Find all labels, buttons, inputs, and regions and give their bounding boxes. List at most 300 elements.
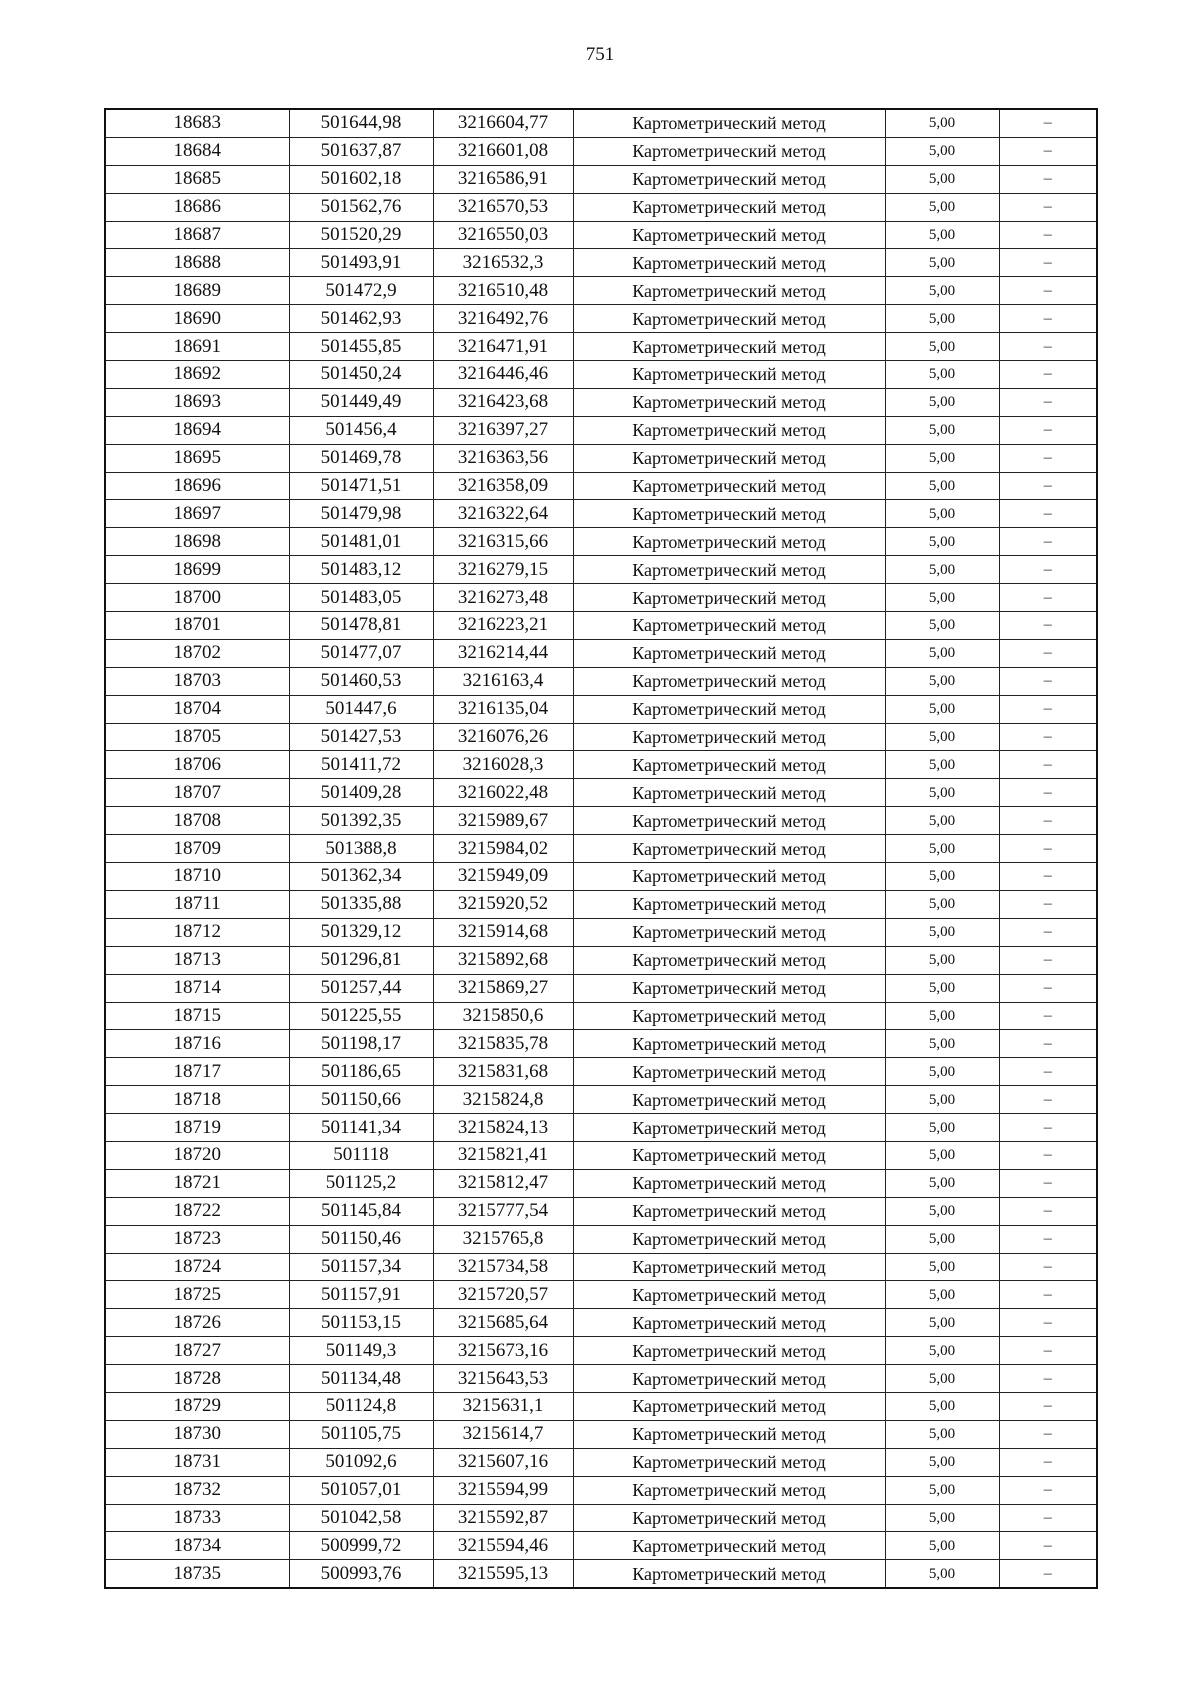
x-coordinate-cell: 501225,55 (289, 1002, 433, 1030)
table-row (105, 974, 1097, 1002)
accuracy-cell: 5,00 (885, 1281, 999, 1309)
point-number-cell: 18692 (105, 361, 289, 389)
note-cell: – (999, 1420, 1097, 1448)
x-coordinate-cell: 501450,24 (289, 361, 433, 389)
x-coordinate-cell: 500993,76 (289, 1560, 433, 1588)
note-cell: – (999, 639, 1097, 667)
point-number-cell: 18712 (105, 918, 289, 946)
table-row (105, 333, 1097, 361)
y-coordinate-cell: 3215720,57 (433, 1281, 573, 1309)
note-cell: – (999, 584, 1097, 612)
method-cell: Картометрический метод (573, 1365, 885, 1393)
table-row (105, 612, 1097, 640)
accuracy-cell: 5,00 (885, 974, 999, 1002)
y-coordinate-cell: 3215734,58 (433, 1253, 573, 1281)
y-coordinate-cell: 3215594,99 (433, 1476, 573, 1504)
note-cell: – (999, 333, 1097, 361)
y-coordinate-cell: 3216510,48 (433, 277, 573, 305)
point-number-cell: 18699 (105, 556, 289, 584)
method-cell: Картометрический метод (573, 1225, 885, 1253)
x-coordinate-cell: 501388,8 (289, 835, 433, 863)
y-coordinate-cell: 3216273,48 (433, 584, 573, 612)
x-coordinate-cell: 501134,48 (289, 1365, 433, 1393)
table-row (105, 1141, 1097, 1169)
method-cell: Картометрический метод (573, 1058, 885, 1086)
x-coordinate-cell: 501392,35 (289, 807, 433, 835)
x-coordinate-cell: 501637,87 (289, 137, 433, 165)
note-cell: – (999, 416, 1097, 444)
method-cell: Картометрический метод (573, 639, 885, 667)
point-number-cell: 18701 (105, 612, 289, 640)
table-row (105, 1253, 1097, 1281)
point-number-cell: 18714 (105, 974, 289, 1002)
accuracy-cell: 5,00 (885, 1169, 999, 1197)
table-row (105, 1086, 1097, 1114)
y-coordinate-cell: 3215812,47 (433, 1169, 573, 1197)
note-cell: – (999, 1560, 1097, 1588)
accuracy-cell: 5,00 (885, 221, 999, 249)
method-cell: Картометрический метод (573, 1420, 885, 1448)
note-cell: – (999, 723, 1097, 751)
x-coordinate-cell: 501462,93 (289, 305, 433, 333)
table-row (105, 807, 1097, 835)
x-coordinate-cell: 501460,53 (289, 667, 433, 695)
table-row (105, 249, 1097, 277)
point-number-cell: 18718 (105, 1086, 289, 1114)
method-cell: Картометрический метод (573, 1560, 885, 1588)
note-cell: – (999, 137, 1097, 165)
method-cell: Картометрический метод (573, 556, 885, 584)
table-row (105, 779, 1097, 807)
accuracy-cell: 5,00 (885, 444, 999, 472)
table-row (105, 890, 1097, 918)
accuracy-cell: 5,00 (885, 612, 999, 640)
x-coordinate-cell: 501520,29 (289, 221, 433, 249)
method-cell: Картометрический метод (573, 1448, 885, 1476)
accuracy-cell: 5,00 (885, 1114, 999, 1142)
y-coordinate-cell: 3215892,68 (433, 946, 573, 974)
method-cell: Картометрический метод (573, 1392, 885, 1420)
point-number-cell: 18731 (105, 1448, 289, 1476)
y-coordinate-cell: 3216028,3 (433, 751, 573, 779)
note-cell: – (999, 974, 1097, 1002)
table-row (105, 751, 1097, 779)
method-cell: Картометрический метод (573, 444, 885, 472)
point-number-cell: 18694 (105, 416, 289, 444)
note-cell: – (999, 1058, 1097, 1086)
x-coordinate-cell: 501427,53 (289, 723, 433, 751)
method-cell: Картометрический метод (573, 221, 885, 249)
point-number-cell: 18721 (105, 1169, 289, 1197)
point-number-cell: 18687 (105, 221, 289, 249)
note-cell: – (999, 612, 1097, 640)
y-coordinate-cell: 3216423,68 (433, 388, 573, 416)
method-cell: Картометрический метод (573, 165, 885, 193)
method-cell: Картометрический метод (573, 779, 885, 807)
note-cell: – (999, 835, 1097, 863)
method-cell: Картометрический метод (573, 1532, 885, 1560)
x-coordinate-cell: 501153,15 (289, 1309, 433, 1337)
table-row (105, 1476, 1097, 1504)
point-number-cell: 18685 (105, 165, 289, 193)
table-row (105, 1058, 1097, 1086)
x-coordinate-cell: 501562,76 (289, 193, 433, 221)
accuracy-cell: 5,00 (885, 1086, 999, 1114)
y-coordinate-cell: 3215595,13 (433, 1560, 573, 1588)
y-coordinate-cell: 3216358,09 (433, 472, 573, 500)
note-cell: – (999, 305, 1097, 333)
y-coordinate-cell: 3216163,4 (433, 667, 573, 695)
point-number-cell: 18702 (105, 639, 289, 667)
x-coordinate-cell: 501118 (289, 1141, 433, 1169)
table-row (105, 193, 1097, 221)
accuracy-cell: 5,00 (885, 1030, 999, 1058)
table-row (105, 723, 1097, 751)
accuracy-cell: 5,00 (885, 1448, 999, 1476)
method-cell: Картометрический метод (573, 1337, 885, 1365)
note-cell: – (999, 1169, 1097, 1197)
point-number-cell: 18704 (105, 695, 289, 723)
method-cell: Картометрический метод (573, 361, 885, 389)
accuracy-cell: 5,00 (885, 1141, 999, 1169)
x-coordinate-cell: 501092,6 (289, 1448, 433, 1476)
method-cell: Картометрический метод (573, 946, 885, 974)
accuracy-cell: 5,00 (885, 835, 999, 863)
x-coordinate-cell: 501644,98 (289, 109, 433, 137)
accuracy-cell: 5,00 (885, 1420, 999, 1448)
accuracy-cell: 5,00 (885, 1002, 999, 1030)
x-coordinate-cell: 501157,91 (289, 1281, 433, 1309)
method-cell: Картометрический метод (573, 974, 885, 1002)
y-coordinate-cell: 3216601,08 (433, 137, 573, 165)
note-cell: – (999, 472, 1097, 500)
table-row (105, 1504, 1097, 1532)
x-coordinate-cell: 501469,78 (289, 444, 433, 472)
y-coordinate-cell: 3215643,53 (433, 1365, 573, 1393)
method-cell: Картометрический метод (573, 137, 885, 165)
method-cell: Картометрический метод (573, 472, 885, 500)
accuracy-cell: 5,00 (885, 695, 999, 723)
point-number-cell: 18722 (105, 1197, 289, 1225)
point-number-cell: 18719 (105, 1114, 289, 1142)
method-cell: Картометрический метод (573, 305, 885, 333)
y-coordinate-cell: 3216604,77 (433, 109, 573, 137)
point-number-cell: 18711 (105, 890, 289, 918)
note-cell: – (999, 1392, 1097, 1420)
note-cell: – (999, 807, 1097, 835)
point-number-cell: 18726 (105, 1309, 289, 1337)
table-row (105, 918, 1097, 946)
table-row (105, 472, 1097, 500)
accuracy-cell: 5,00 (885, 890, 999, 918)
x-coordinate-cell: 501145,84 (289, 1197, 433, 1225)
method-cell: Картометрический метод (573, 109, 885, 137)
y-coordinate-cell: 3215631,1 (433, 1392, 573, 1420)
y-coordinate-cell: 3216076,26 (433, 723, 573, 751)
x-coordinate-cell: 501149,3 (289, 1337, 433, 1365)
y-coordinate-cell: 3215835,78 (433, 1030, 573, 1058)
note-cell: – (999, 500, 1097, 528)
x-coordinate-cell: 501493,91 (289, 249, 433, 277)
note-cell: – (999, 918, 1097, 946)
accuracy-cell: 5,00 (885, 193, 999, 221)
method-cell: Картометрический метод (573, 584, 885, 612)
accuracy-cell: 5,00 (885, 388, 999, 416)
x-coordinate-cell: 501409,28 (289, 779, 433, 807)
y-coordinate-cell: 3216322,64 (433, 500, 573, 528)
note-cell: – (999, 444, 1097, 472)
accuracy-cell: 5,00 (885, 109, 999, 137)
method-cell: Картометрический метод (573, 1002, 885, 1030)
x-coordinate-cell: 501042,58 (289, 1504, 433, 1532)
accuracy-cell: 5,00 (885, 1504, 999, 1532)
note-cell: – (999, 109, 1097, 137)
y-coordinate-cell: 3216586,91 (433, 165, 573, 193)
point-number-cell: 18688 (105, 249, 289, 277)
table-row (105, 137, 1097, 165)
y-coordinate-cell: 3215673,16 (433, 1337, 573, 1365)
table-row (105, 1392, 1097, 1420)
x-coordinate-cell: 501257,44 (289, 974, 433, 1002)
method-cell: Картометрический метод (573, 695, 885, 723)
accuracy-cell: 5,00 (885, 863, 999, 891)
y-coordinate-cell: 3216022,48 (433, 779, 573, 807)
method-cell: Картометрический метод (573, 918, 885, 946)
table-row (105, 444, 1097, 472)
table-row (105, 584, 1097, 612)
y-coordinate-cell: 3215850,6 (433, 1002, 573, 1030)
note-cell: – (999, 1141, 1097, 1169)
note-cell: – (999, 751, 1097, 779)
method-cell: Картометрический метод (573, 612, 885, 640)
note-cell: – (999, 779, 1097, 807)
note-cell: – (999, 1476, 1097, 1504)
y-coordinate-cell: 3215777,54 (433, 1197, 573, 1225)
y-coordinate-cell: 3216223,21 (433, 612, 573, 640)
accuracy-cell: 5,00 (885, 723, 999, 751)
point-number-cell: 18686 (105, 193, 289, 221)
table-row (105, 165, 1097, 193)
x-coordinate-cell: 501472,9 (289, 277, 433, 305)
point-number-cell: 18727 (105, 1337, 289, 1365)
x-coordinate-cell: 501447,6 (289, 695, 433, 723)
x-coordinate-cell: 501150,46 (289, 1225, 433, 1253)
y-coordinate-cell: 3216492,76 (433, 305, 573, 333)
note-cell: – (999, 1504, 1097, 1532)
point-number-cell: 18735 (105, 1560, 289, 1588)
method-cell: Картометрический метод (573, 1086, 885, 1114)
method-cell: Картометрический метод (573, 193, 885, 221)
y-coordinate-cell: 3215831,68 (433, 1058, 573, 1086)
table-row (105, 1281, 1097, 1309)
note-cell: – (999, 249, 1097, 277)
table-row (105, 1365, 1097, 1393)
note-cell: – (999, 1197, 1097, 1225)
point-number-cell: 18713 (105, 946, 289, 974)
y-coordinate-cell: 3216363,56 (433, 444, 573, 472)
accuracy-cell: 5,00 (885, 1197, 999, 1225)
y-coordinate-cell: 3216135,04 (433, 695, 573, 723)
x-coordinate-cell: 501157,34 (289, 1253, 433, 1281)
point-number-cell: 18732 (105, 1476, 289, 1504)
accuracy-cell: 5,00 (885, 472, 999, 500)
note-cell: – (999, 193, 1097, 221)
x-coordinate-cell: 501362,34 (289, 863, 433, 891)
point-number-cell: 18705 (105, 723, 289, 751)
y-coordinate-cell: 3215821,41 (433, 1141, 573, 1169)
method-cell: Картометрический метод (573, 1030, 885, 1058)
y-coordinate-cell: 3216214,44 (433, 639, 573, 667)
table-row (105, 695, 1097, 723)
note-cell: – (999, 667, 1097, 695)
y-coordinate-cell: 3215984,02 (433, 835, 573, 863)
accuracy-cell: 5,00 (885, 528, 999, 556)
y-coordinate-cell: 3216397,27 (433, 416, 573, 444)
y-coordinate-cell: 3216471,91 (433, 333, 573, 361)
note-cell: – (999, 361, 1097, 389)
accuracy-cell: 5,00 (885, 165, 999, 193)
method-cell: Картометрический метод (573, 500, 885, 528)
accuracy-cell: 5,00 (885, 249, 999, 277)
note-cell: – (999, 556, 1097, 584)
method-cell: Картометрический метод (573, 863, 885, 891)
note-cell: – (999, 388, 1097, 416)
point-number-cell: 18733 (105, 1504, 289, 1532)
table-row (105, 528, 1097, 556)
y-coordinate-cell: 3215824,8 (433, 1086, 573, 1114)
method-cell: Картометрический метод (573, 416, 885, 444)
point-number-cell: 18716 (105, 1030, 289, 1058)
note-cell: – (999, 1365, 1097, 1393)
accuracy-cell: 5,00 (885, 946, 999, 974)
table-row (105, 361, 1097, 389)
accuracy-cell: 5,00 (885, 416, 999, 444)
x-coordinate-cell: 501471,51 (289, 472, 433, 500)
table-row (105, 1169, 1097, 1197)
x-coordinate-cell: 501483,05 (289, 584, 433, 612)
accuracy-cell: 5,00 (885, 751, 999, 779)
method-cell: Картометрический метод (573, 1504, 885, 1532)
x-coordinate-cell: 501479,98 (289, 500, 433, 528)
point-number-cell: 18697 (105, 500, 289, 528)
x-coordinate-cell: 501478,81 (289, 612, 433, 640)
point-number-cell: 18690 (105, 305, 289, 333)
table-row (105, 416, 1097, 444)
accuracy-cell: 5,00 (885, 305, 999, 333)
x-coordinate-cell: 501198,17 (289, 1030, 433, 1058)
accuracy-cell: 5,00 (885, 667, 999, 695)
x-coordinate-cell: 501124,8 (289, 1392, 433, 1420)
x-coordinate-cell: 501125,2 (289, 1169, 433, 1197)
y-coordinate-cell: 3215914,68 (433, 918, 573, 946)
method-cell: Картометрический метод (573, 890, 885, 918)
method-cell: Картометрический метод (573, 1476, 885, 1504)
point-number-cell: 18684 (105, 137, 289, 165)
x-coordinate-cell: 501477,07 (289, 639, 433, 667)
point-number-cell: 18709 (105, 835, 289, 863)
note-cell: – (999, 165, 1097, 193)
method-cell: Картометрический метод (573, 751, 885, 779)
table-row (105, 1197, 1097, 1225)
method-cell: Картометрический метод (573, 835, 885, 863)
x-coordinate-cell: 501057,01 (289, 1476, 433, 1504)
y-coordinate-cell: 3216570,53 (433, 193, 573, 221)
coordinates-table (104, 108, 1098, 1589)
point-number-cell: 18734 (105, 1532, 289, 1560)
note-cell: – (999, 946, 1097, 974)
table-row (105, 1337, 1097, 1365)
accuracy-cell: 5,00 (885, 1365, 999, 1393)
point-number-cell: 18698 (105, 528, 289, 556)
table-row (105, 109, 1097, 137)
note-cell: – (999, 1281, 1097, 1309)
x-coordinate-cell: 501449,49 (289, 388, 433, 416)
method-cell: Картометрический метод (573, 1114, 885, 1142)
y-coordinate-cell: 3215989,67 (433, 807, 573, 835)
x-coordinate-cell: 501296,81 (289, 946, 433, 974)
note-cell: – (999, 1337, 1097, 1365)
point-number-cell: 18683 (105, 109, 289, 137)
y-coordinate-cell: 3215869,27 (433, 974, 573, 1002)
point-number-cell: 18706 (105, 751, 289, 779)
point-number-cell: 18717 (105, 1058, 289, 1086)
method-cell: Картометрический метод (573, 1281, 885, 1309)
point-number-cell: 18689 (105, 277, 289, 305)
method-cell: Картометрический метод (573, 1309, 885, 1337)
point-number-cell: 18703 (105, 667, 289, 695)
table-row (105, 1030, 1097, 1058)
method-cell: Картометрический метод (573, 1169, 885, 1197)
table-row (105, 221, 1097, 249)
y-coordinate-cell: 3216279,15 (433, 556, 573, 584)
table-row (105, 1309, 1097, 1337)
accuracy-cell: 5,00 (885, 1392, 999, 1420)
x-coordinate-cell: 501329,12 (289, 918, 433, 946)
method-cell: Картометрический метод (573, 1253, 885, 1281)
y-coordinate-cell: 3215949,09 (433, 863, 573, 891)
method-cell: Картометрический метод (573, 1197, 885, 1225)
x-coordinate-cell: 501455,85 (289, 333, 433, 361)
note-cell: – (999, 221, 1097, 249)
accuracy-cell: 5,00 (885, 1532, 999, 1560)
point-number-cell: 18708 (105, 807, 289, 835)
note-cell: – (999, 863, 1097, 891)
x-coordinate-cell: 501105,75 (289, 1420, 433, 1448)
method-cell: Картометрический метод (573, 807, 885, 835)
point-number-cell: 18730 (105, 1420, 289, 1448)
point-number-cell: 18695 (105, 444, 289, 472)
point-number-cell: 18710 (105, 863, 289, 891)
accuracy-cell: 5,00 (885, 639, 999, 667)
accuracy-cell: 5,00 (885, 1476, 999, 1504)
point-number-cell: 18691 (105, 333, 289, 361)
accuracy-cell: 5,00 (885, 1337, 999, 1365)
point-number-cell: 18723 (105, 1225, 289, 1253)
point-number-cell: 18725 (105, 1281, 289, 1309)
accuracy-cell: 5,00 (885, 918, 999, 946)
note-cell: – (999, 1532, 1097, 1560)
table-row (105, 1114, 1097, 1142)
x-coordinate-cell: 501483,12 (289, 556, 433, 584)
point-number-cell: 18729 (105, 1392, 289, 1420)
table-row (105, 1420, 1097, 1448)
x-coordinate-cell: 501456,4 (289, 416, 433, 444)
accuracy-cell: 5,00 (885, 779, 999, 807)
point-number-cell: 18700 (105, 584, 289, 612)
accuracy-cell: 5,00 (885, 807, 999, 835)
y-coordinate-cell: 3215920,52 (433, 890, 573, 918)
y-coordinate-cell: 3216446,46 (433, 361, 573, 389)
